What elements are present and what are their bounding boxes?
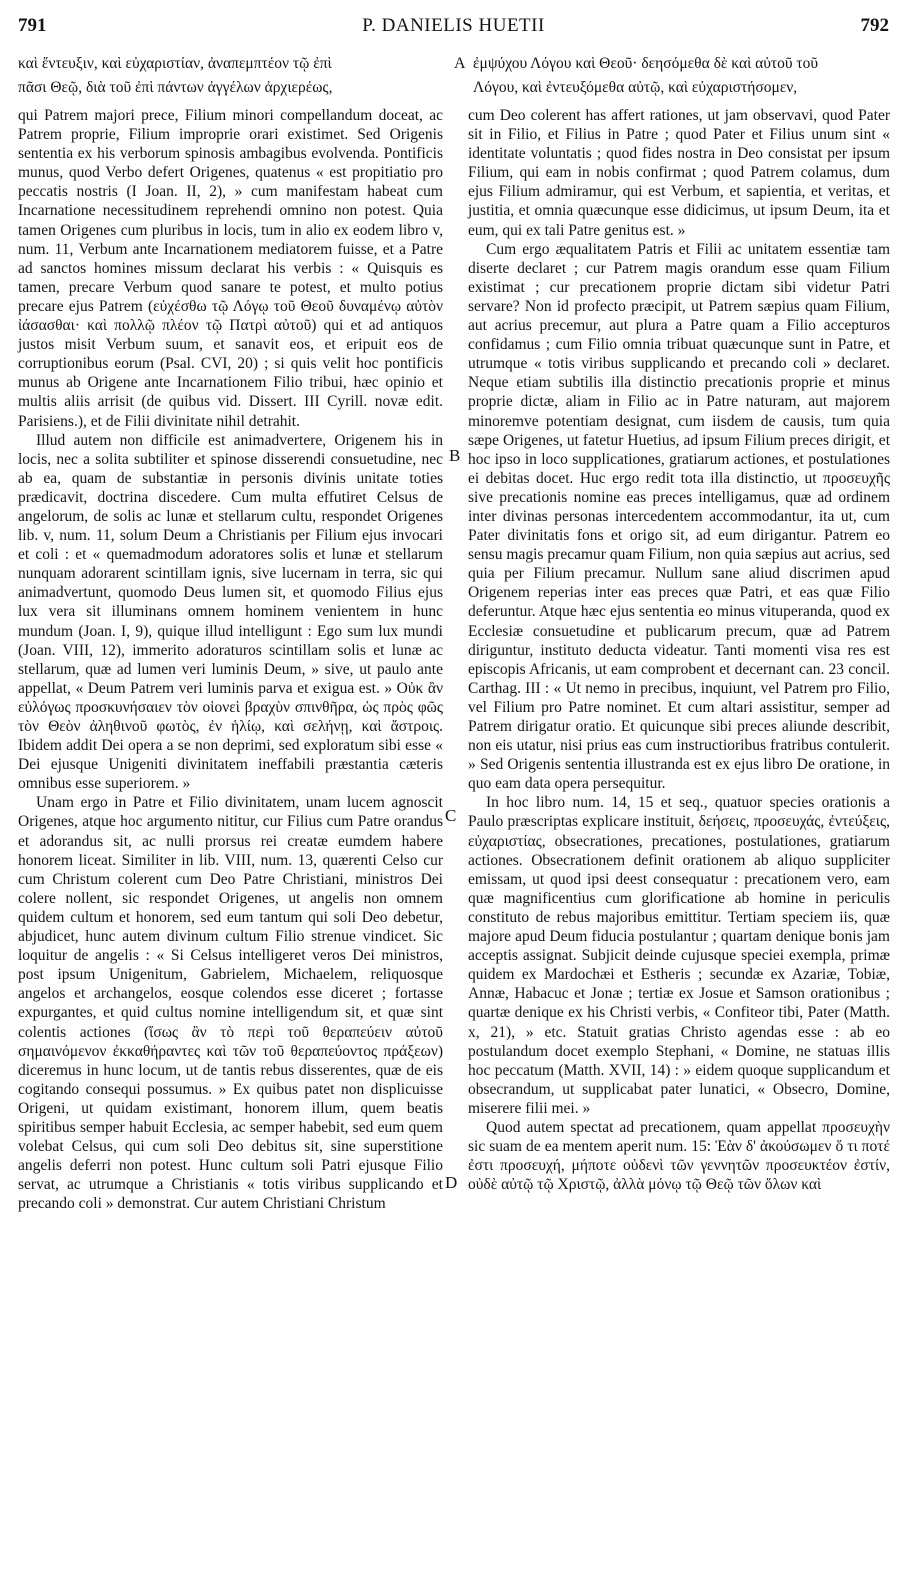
section-marker-a: A <box>454 55 466 72</box>
section-marker-d: D <box>445 1173 458 1192</box>
greek-line: ἐμψύχου Λόγου καὶ Θεοῦ· δεησόμεθα δὲ καὶ αὐτοῦ τοῦ <box>473 55 819 72</box>
page-title: P. DANIELIS HUETII <box>362 15 545 36</box>
paragraph: Cum ergo æqualitatem Patris et Filii ac unitatem essentiæ tam diserte declaret ; cur Patrem magis orandum esse quam Filium existimat ; cur precationem proprie dictam sibi videtur Patri servare? Non id profecto præcipit, ut Patrem sæpius quam Filium, aut acrius precemur, aut plura a Patre quam a Filio accepturos confidamus ; cum Filio omnia tribuat quæcunque sunt in Patre, et utrumque « totis viribus supplicando et precando coli » declaret. Neque etiam subtilis illa distinctio precationis proprie et minus proprie dictæ, aliam in Filio ac in Patre naturam, aut majorem minoremve potentiam designat, cum iisdem de causis, tum quia sæpe Origenes, ut fatetur Huetius, ad ipsum Filium preces dirigit, et hoc ipso in loco supplicationes, gratiarum actiones, et postulationes ei debitas docet. Huc ergo redit tota illa distinctio, ut προσευχῆς sive precationis nomine eas preces intelligamus, quæ ad ordinem inter divinas personas intercedentem accommodantur, ita ut, cum Pater divinitatis fons et origo sit, ad eum dirigantur. Patrem eo sensu magis precamur quam Filium, non quia sæpius aut acrius, sed quia per Filium precamur. Nullum sane aliud discrimen apud Origenem reperias inter eas preces quæ Patri, et eas quæ Filio deferuntur. Atque hæc ejus sententia eo minus vituperanda, quod ex Ecclesiæ consuetudine et publicarum precum, quæ ad Patrem diriguntur, instituto deducta videatur. Tanti momenti visa res est episcopis Africanis, ut eam comprobent et decernant can. 23 concil. Carthag. III : « Ut nemo in precibus, inquiunt, vel Patrem pro Filio, vel Filium pro Patre nominet. Et cum altari assistitur, semper ad Patrem dirigatur oratio. Et quicunque sibi preces aliunde describit, non eis utatur, nisi prius eas cum instructioribus fratribus contulerit. » Sed Origenis sententia illustranda est ex ejus libro De oratione, in quo eam data opera persequitur. <box>468 240 890 793</box>
paragraph: In hoc libro num. 14, 15 et seq., quatuor species orationis a Paulo præscriptas explicare instituit, δεήσεις, προσευχάς, ἐντεύξεις, εὐχαριστίας, obsecrationes, precationes, postulationes, gratiarum actiones. Obsecrationem definit orationem ab aliquo suppliciter emissam, ut quod ipsi deest consequatur : precationem vero, eam quæ magnificentius cum glorificatione ab homine in periculis constituto de rebus majoribus emittitur. Tertiam speciem iis, quæ majore apud Deum fiducia postulantur ; quartam denique bonis jam acceptis assignat. Subjicit deinde cujusque speciei exempla, primæ quidem ex Mardochæi et Estheris ; secundæ ex Azariæ, Tobiæ, Annæ, Habacuc et Jonæ ; tertiæ ex Josue et Samson orationibus ; quartæ denique ex his Christi verbis, « Confiteor tibi, Pater (Matth. x, 21), » etc. Statuit gratias Christo agendas esse : ab eo postulandum docet exemplo Stephani, « Domine, ne statuas illis hoc peccatum (Matth. XVII, 14) : » eidem quoque supplicandum et obsecrandum, ut supplicabat pater lunatici, « Obsecro, Domine, miserere filii mei. » <box>468 794 890 1117</box>
greek-line: καὶ ἔντευξιν, καὶ εὐχαριστίαν, ἀναπεμπτέον τῷ ἐπὶ <box>18 55 332 72</box>
paragraph: cum Deo colerent has affert rationes, ut jam observavi, quod Pater sit in Filio, et Filius in Patre ; quod Pater et Filius unum sint « identitate voluntatis ; quod fides nostra in Deo consistat per ipsum Filium, qui eam in nobis confirmat ; quod Patrem colamus, dum ejus Filium admiramur, qui est Verbum, et sapientia, et veritas, et justitia, et omnia quæcunque esse didicimus, ut ipsum Deum, ita et eum, qui ex tali Patre genitus est. » <box>468 107 890 239</box>
greek-line: Λόγου, καὶ ἐντευξόμεθα αὐτῷ, καὶ εὐχαριστήσομεν, <box>473 79 798 96</box>
left-column <box>18 106 443 1213</box>
paragraph: Unam ergo in Patre et Filio divinitatem, unam lucem agnoscit Origenes, atque hoc argumento nititur, cur Filius cum Patre orandus et adorandus sit, ac nulli prorsus rei creatæ eumdem habere honorem liceat. Similiter in lib. VIII, num. 13, quærenti Celso cur cum Christum colerent cum Deo Patre Christiani, ministros Dei colere nollent, sic respondet Origenes, ut angelis non omnem quidem cultum et honorem, sed eum tantum qui soli Deo debetur, abjudicet, hunc autem divinum cultum Filio strenue vindicet. Sic loquitur de angelis : « Si Celsus intelligeret veros Dei ministros, post ipsum Unigenitum, Gabrielem, Michaelem, reliquosque angelos et archangelos, eosque colendos esse diceret ; fortasse expurgantes, et quid cultus nomine intelligendum sit, et quæ sint colentis actiones (ἴσως ἂν τὸ περὶ τοῦ θεραπεύειν αὐτοῦ σημαινόμενον ἐκκαθήραντες καὶ τῶν τοῦ θεραπεύοντος πράξεων) diceremus in hunc locum, ut de tantis rebus disserentes, quæ de eis cogitando consequi possumus. » Ex quibus patet non displicuisse Origeni, ut quidam existimant, honorem illum, quem beatis spiritibus semper habuit Ecclesia, ac semper habebit, sed eum quem volebat Celsus, qui cum soli Deo debitus sit, sine superstitione angelis deferri non potest. Hunc cultum soli Patri ejusque Filio servat, ac utrumque a Christianis « totis viribus supplicando et precando coli » demonstrat. Cur autem Christiani Christum <box>18 794 443 1213</box>
paragraph: Illud autem non difficile est animadvertere, Origenem his in locis, nec a solita subtiliter et spinose disserendi consuetudine, nec ab ea, quam de substantiæ in personis divinis unitate toties prædicavit, doctrina discedere. Cum multa effutiret Celsus de angelorum, de solis ac lunæ et stellarum cultu, respondet Origenes lib. v, num. 11, solum Deum a Christianis per Filium ejus invocari et coli : et « quemadmodum adoratores solis et lunæ et stellarum nunquam adorarent scintillam ignis, sive lucernam in terra, sic qui animadvertunt, quomodo Deus lumen sit, et quomodo Filius ejus lux vera sit illuminans omnem hominem venientem in hunc mundum (Joan. I, 9), quique illud intelligunt : Ego sum lux mundi (Joan. VIII, 12), immerito adoraturos scintillam solis et lunæ ac stellarum, quæ ad lumen veri luminis Deum, » sive, ut paulo ante appellat, « Deum Patrem veri luminis parva et exigua est. » Οὐκ ἂν εὐλόγως προσκυνήσαιεν τὸν οἱονεὶ βραχὺν σπινθῆρα, ὡς πρὸς φῶς τὸν Θεὸν ἀληθινοῦ φωτὸς, ἐν ἡλίῳ, καὶ σελήνῃ, καὶ ἄστροις. Ibidem addit Dei opera a se non deprimi, sed exploratum sibi esse « Dei ejusque Unigeniti divinitatem ineffabili præstantia cæteris omnibus esse superiorem. » <box>18 431 443 793</box>
paragraph: Quod autem spectat ad precationem, quam appellat προσευχὴν sic suam de ea mentem aperit num. 15: Ἐὰν δ' ἀκούσωμεν ὅ τι ποτέ ἐστι προσευχή, μήποτε οὐδενὶ τῶν γεννητῶν προσευκτέον ἐστίν, οὐδὲ αὐτῷ τῷ Χριστῷ, ἀλλὰ μόνῳ τῷ Θεῷ τῶν ὅλων καὶ <box>468 1118 890 1194</box>
running-head <box>18 16 889 40</box>
top-left-lines <box>18 52 448 100</box>
section-marker-c: C <box>445 806 457 825</box>
paragraph: qui Patrem majori prece, Filium minori compellandum doceat, ac Patrem proprie, Filium improprie orari existimet. Sed Origenis sententia ex his verborum spinosis ambagibus evolvenda. Pontificis munus, quod Verbo defert Origenes, quatenus « est propitiatio pro peccatis nostris (I Joan. II, 2), » cum manifestam habeat cum Incarnatione necessitudinem reprehendi omnino non potest. Quia tamen Origenes cum pluribus in locis, tum in alio ex eodem libro v, num. 11, Verbum ante Incarnationem mediatorem fuisse, et a Patre ad sanctos homines missum declarat his verbis : « Quisquis es tamen, precare Verbum quod sanare te potest, et multo potius precare ejus Patrem (εὐχέσθω τῷ Λόγῳ τοῦ Θεοῦ δυναμένῳ αὐτὸν ἰάσασθαι· καὶ πολλῷ πλέον τῷ Πατρὶ αὐτοῦ) qui et ad antiquos justos misit Verbum suum, et sanavit eos, et eripuit eos de corruptionibus eorum (Psal. CVI, 20) ; si quis velit hoc pontificis munus ab Origene ante Incarnationem Filio tribui, hæc opinio et multis aliis arrisit (de quibus vid. Dissert. III Cyrill. novæ edit. Parisiens.), et de Filii divinitate nihil detrahit. <box>18 107 443 430</box>
page-number-right: 792 <box>860 15 889 36</box>
greek-line: πᾶσι Θεῷ, διὰ τοῦ ἐπὶ πάντων ἀγγέλων ἀρχιερέως, <box>18 79 333 96</box>
right-column <box>468 106 890 1194</box>
section-marker-b: B <box>449 446 461 465</box>
page-number-left: 791 <box>18 15 47 36</box>
top-right-lines <box>473 52 890 100</box>
